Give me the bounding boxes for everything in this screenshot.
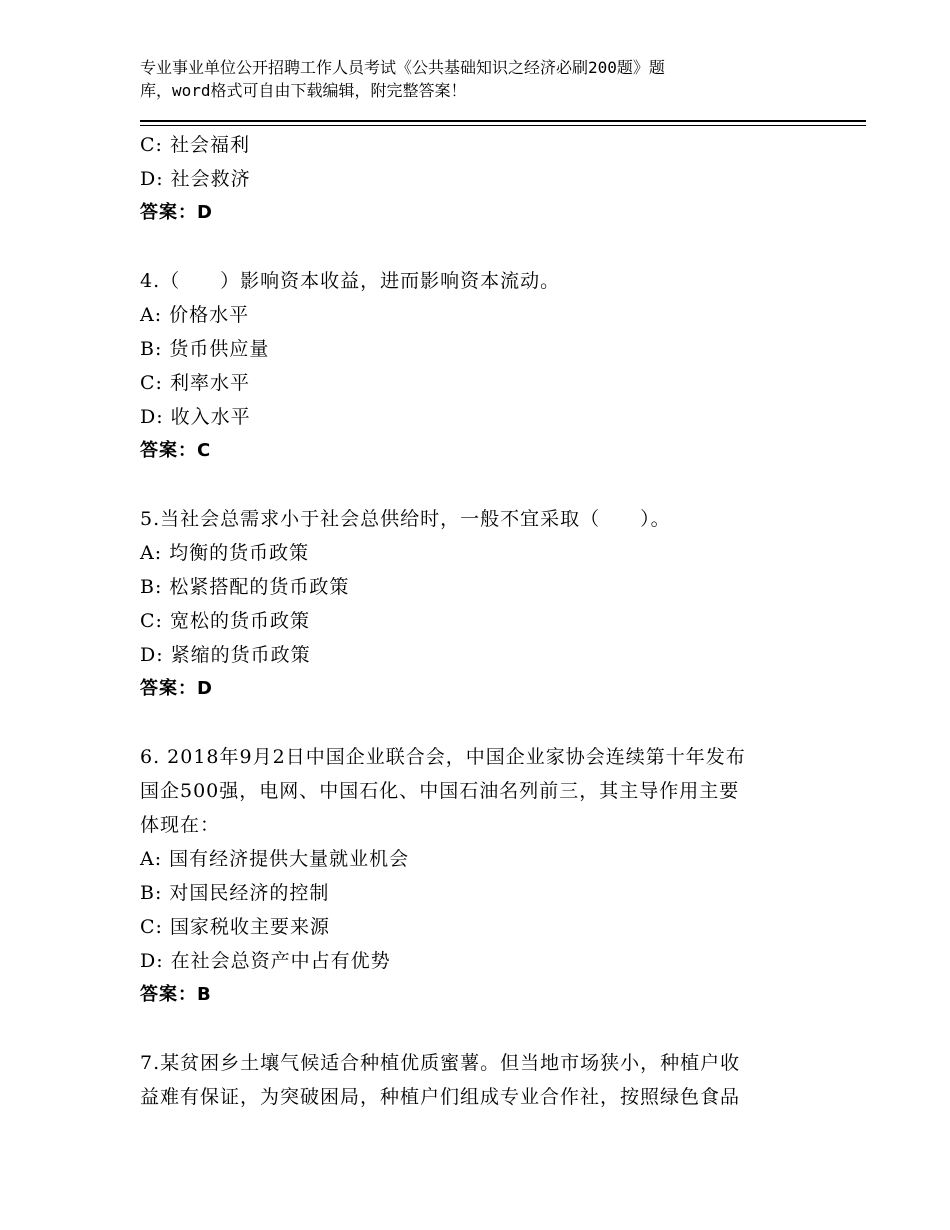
q5-stem: 5.当社会总需求小于社会总供给时，一般不宜采取（ ）。 [140,508,671,530]
header-rule-thin [140,125,866,126]
q7-stem-line-2: 益难有保证，为突破困局，种植户们组成专业合作社，按照绿色食品 [140,1086,741,1108]
spacer [140,1012,830,1046]
q3-answer: 答案：D [140,202,213,223]
q6-option-b: B: 对国民经济的控制 [140,882,330,904]
q6-answer: 答案：B [140,984,212,1005]
q4-answer: 答案：C [140,440,212,461]
q4-option-c: C: 利率水平 [140,372,250,394]
q4-option-b: B: 货币供应量 [140,338,270,360]
document-header [140,56,780,102]
header-line-2: 库，word格式可自由下载编辑，附完整答案！ [140,81,467,100]
q5-option-c: C: 宽松的货币政策 [140,610,310,632]
q3-option-d: D: 社会救济 [140,168,251,190]
q5-option-b: B: 松紧搭配的货币政策 [140,576,350,598]
q5-answer: 答案：D [140,678,213,699]
q6-option-a: A: 国有经济提供大量就业机会 [140,848,410,870]
q3-option-c: C: 社会福利 [140,134,250,156]
spacer [140,230,830,264]
q4-stem: 4.（ ）影响资本收益，进而影响资本流动。 [140,270,561,292]
header-line-1: 专业事业单位公开招聘工作人员考试《公共基础知识之经济必刷200题》题 [140,58,665,77]
q4-option-d: D: 收入水平 [140,406,251,428]
document-body [140,128,830,1114]
q6-option-d: D: 在社会总资产中占有优势 [140,950,391,972]
q6-stem-line-1: 6. 2018年9月2日中国企业联合会，中国企业家协会连续第十年发布 [140,746,746,768]
q6-stem-line-2: 国企500强，电网、中国石化、中国石油名列前三，其主导作用主要 [140,780,740,802]
q5-option-a: A: 均衡的货币政策 [140,542,310,564]
spacer [140,468,830,502]
spacer [140,706,830,740]
q5-option-d: D: 紧缩的货币政策 [140,644,311,666]
q7-stem-line-1: 7.某贫困乡土壤气候适合种植优质蜜薯。但当地市场狭小，种植户收 [140,1052,741,1074]
q6-option-c: C: 国家税收主要来源 [140,916,330,938]
header-rule-thick [140,120,866,122]
q4-option-a: A: 价格水平 [140,304,250,326]
q6-stem-line-3: 体现在： [140,814,221,836]
